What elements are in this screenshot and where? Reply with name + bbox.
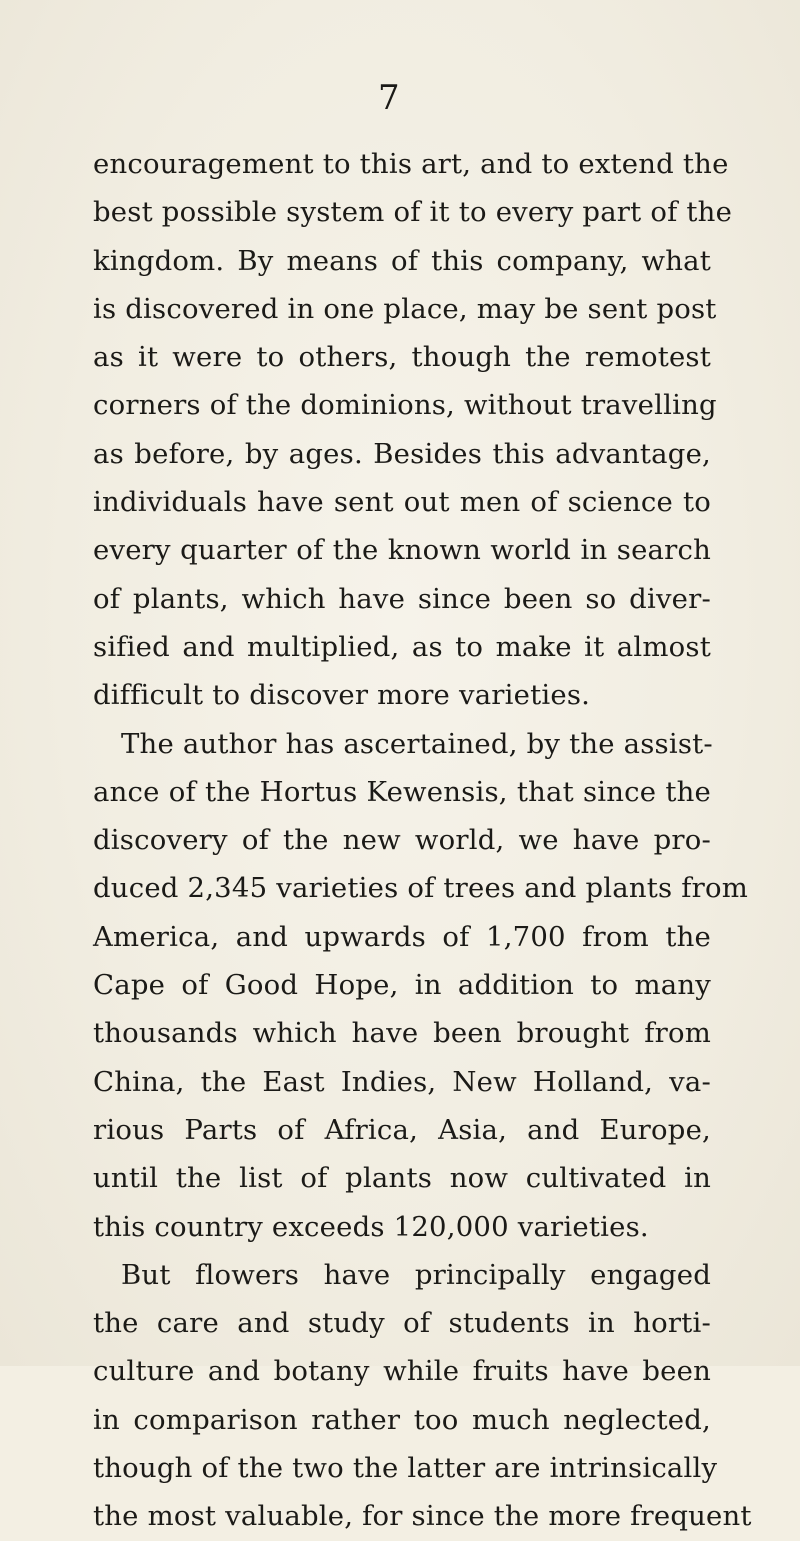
text-line: best possible system of it to every part of the xyxy=(93,196,733,229)
text-line: corners of the dominions, without travelling xyxy=(93,389,717,422)
body-text xyxy=(93,140,752,1541)
text-line: ance of the Hortus Kewensis, that since the xyxy=(93,775,711,808)
text-line: individuals have sent out men of science to xyxy=(93,486,711,519)
text-line: difficult to discover more varieties. xyxy=(93,679,591,712)
text-line: is discovered in one place, may be sent post xyxy=(93,292,717,325)
text-line: every quarter of the known world in search xyxy=(93,534,711,567)
paragraph-start-line: The author has ascertained, by the assist- xyxy=(121,727,713,760)
text-line: of plants, which have since been so diver- xyxy=(93,582,711,615)
text-line: duced 2,345 varieties of trees and plants from xyxy=(93,872,749,905)
text-line: sified and multiplied, as to make it almost xyxy=(93,630,711,663)
text-line: culture and botany while fruits have been xyxy=(93,1355,711,1388)
text-line: thousands which have been brought from xyxy=(93,1017,711,1050)
text-line: encouragement to this art, and to extend the xyxy=(93,148,729,180)
text-line: the most valuable, for since the more frequent xyxy=(93,1500,752,1533)
text-line: though of the two the latter are intrinsically xyxy=(93,1452,718,1485)
text-line: in comparison rather too much neglected, xyxy=(93,1403,711,1436)
text-line: America, and upwards of 1,700 from the xyxy=(93,920,711,953)
paragraph-start-line: But flowers have principally engaged xyxy=(121,1258,711,1291)
text-line: rious Parts of Africa, Asia, and Europe, xyxy=(93,1113,711,1146)
text-line: the care and study of students in horti- xyxy=(93,1307,711,1340)
text-line: Cape of Good Hope, in addition to many xyxy=(93,969,711,1002)
text-line: as before, by ages. Besides this advantage, xyxy=(93,437,711,470)
text-line: until the list of plants now cultivated in xyxy=(93,1162,711,1195)
text-line: this country exceeds 120,000 varieties. xyxy=(93,1210,649,1243)
page-number: 7 xyxy=(378,78,400,118)
text-line: kingdom. By means of this company, what xyxy=(93,244,711,277)
text-line: China, the East Indies, New Holland, va- xyxy=(93,1065,711,1098)
text-line: discovery of the new world, we have pro- xyxy=(93,824,711,857)
text-line: as it were to others, though the remotest xyxy=(93,341,711,374)
